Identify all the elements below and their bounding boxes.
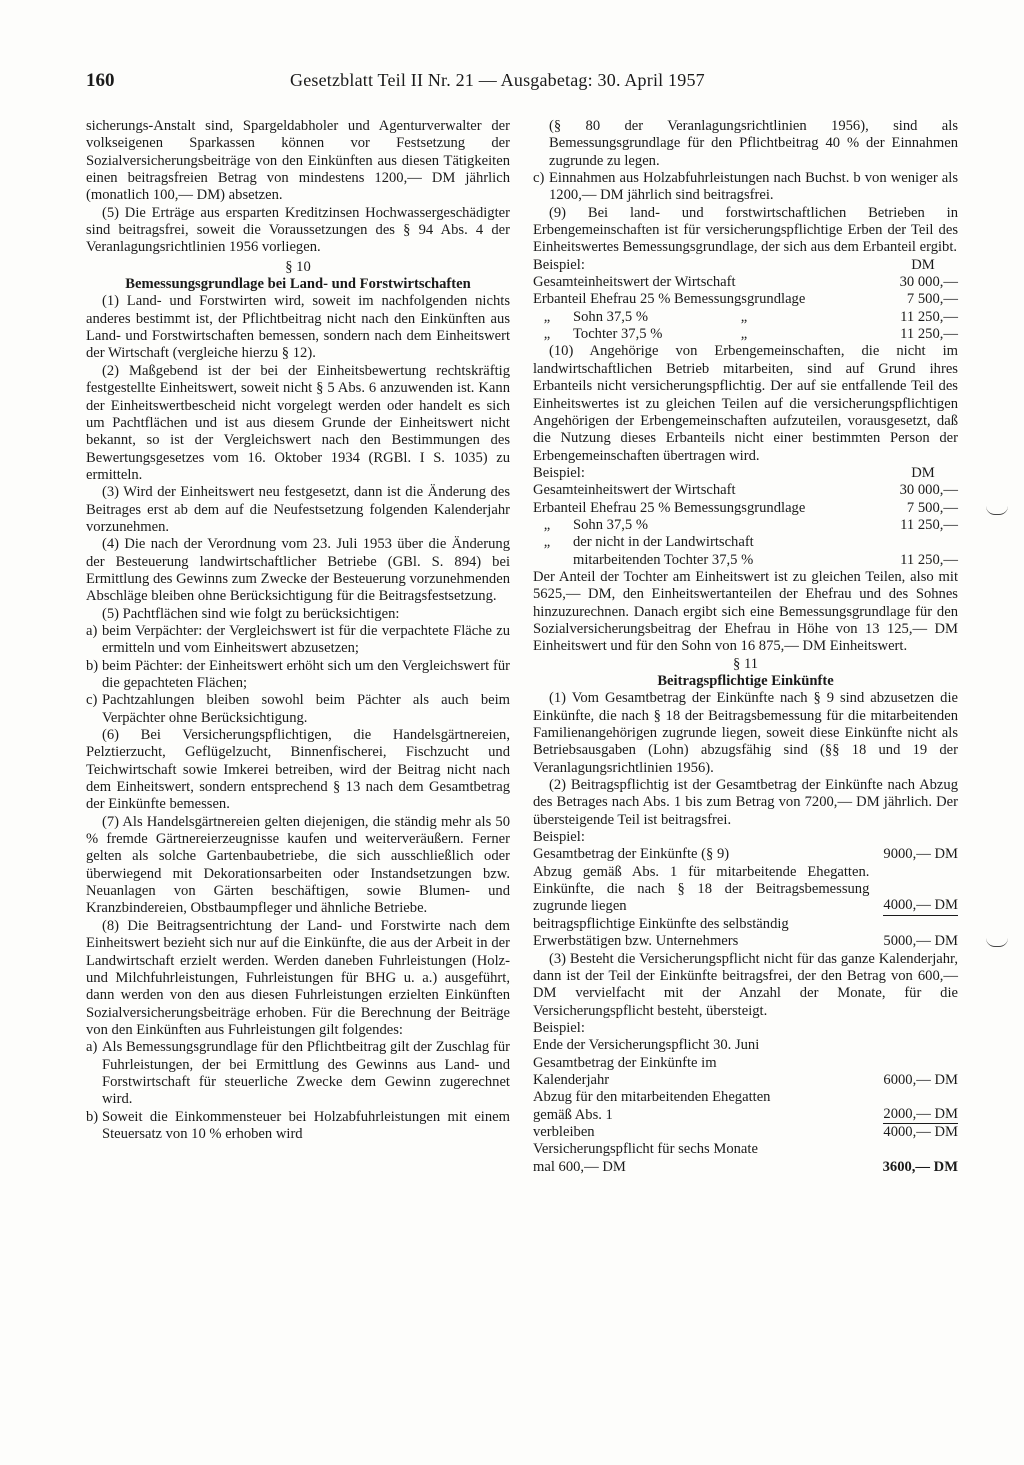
section-11-title: Beitragspflichtige Einkünfte	[657, 673, 834, 689]
ditto-mark: „	[543, 516, 551, 533]
list-marker: c)	[86, 692, 98, 709]
row-value: 6000,— DM	[883, 1071, 958, 1088]
example-table	[533, 465, 958, 569]
row-value: 7 500,—	[906, 499, 958, 516]
list-item	[86, 1109, 510, 1144]
s11-paragraph-2: (2) Beitragspflichtig ist der Gesamtbetrag der Einkünfte nach Abzug des Betrages nach Abs. 1 bis zum Betrag von 7200,— DM jährlich. Der übersteigende Teil ist beitragsfrei.	[533, 777, 958, 828]
row-label: Abzug für den mitarbeitenden Ehegatten gemäß Abs. 1	[533, 1089, 771, 1123]
row-label: Gesamteinheitswert der Wirtschaft	[533, 482, 736, 499]
example-label: Beispiel:	[533, 464, 585, 481]
s10-paragraph-2: (2) Maßgebend ist der bei der Einheitsbewertung rechtskräftig festgestellte Einheitswert, soweit nicht § 5 Abs. 6 anzuwenden ist. Kann der Einheitswertbescheid nicht vorgelegt werden oder handelt es sich um Pachtflächen und ist aus diesem Grunde der Einheitswert nicht bekannt, so ist der Vergleichswert nach den Bestimmungen des Bewertungsgesetzes vom 16. Oktober 1934 (RGBl. I S. 1035) zu ermitteln.	[86, 362, 510, 483]
header-title: Gesetzblatt Teil II Nr. 21 — Ausgabetag: 30. April 1957	[290, 70, 705, 90]
list-marker: c)	[533, 170, 545, 187]
row-value: 7 500,—	[906, 291, 958, 308]
row-value: 9000,— DM	[883, 846, 958, 863]
margin-mark	[986, 938, 1008, 947]
example-label: Beispiel:	[533, 829, 585, 846]
row-value: 2000,— DM	[883, 1106, 958, 1124]
row-label: Erbanteil Ehefrau 25 % Bemessungsgrundlage	[533, 499, 806, 516]
row-value: 11 250,—	[900, 326, 958, 343]
example-row	[533, 291, 958, 308]
example-row	[533, 552, 958, 569]
row-value: 30 000,—	[899, 482, 958, 499]
example-row	[533, 916, 958, 951]
list-marker: b)	[86, 657, 99, 674]
example-row	[533, 517, 958, 534]
row-label: der nicht in der Landwirtschaft	[573, 534, 754, 551]
example-row	[533, 482, 958, 499]
row-value: 5000,— DM	[883, 933, 958, 950]
example-row	[533, 1055, 958, 1090]
row-label: Gesamtbetrag der Einkünfte (§ 9)	[533, 846, 730, 863]
list-item	[86, 623, 510, 658]
example-row	[533, 1089, 958, 1124]
example-table	[533, 257, 958, 344]
list-item-text: Soweit die Einkommensteuer bei Holzabfuhrleistungen mit einem Steuersatz von 10 % erhoben wird	[102, 1108, 510, 1142]
row-label: Abzug gemäß Abs. 1 für mitarbeitende Ehegatten. Einkünfte, die nach § 18 der Beitragsbemessung zugrunde liegen	[533, 863, 870, 915]
example-row	[533, 534, 958, 551]
right-column	[533, 118, 958, 1176]
list-item	[86, 692, 510, 727]
example-header-row	[533, 257, 958, 274]
page-number: 160	[86, 70, 115, 91]
list-marker: a)	[86, 1039, 98, 1056]
row-label: Gesamtbetrag der Einkünfte im Kalenderjahr	[533, 1054, 717, 1088]
list-marker: a)	[86, 622, 98, 639]
example-row	[533, 864, 958, 916]
list-item-text: beim Verpächter: der Vergleichswert ist für die verpachtete Fläche zu ermitteln und vom Einheitswert abzusetzen;	[102, 622, 510, 657]
s10-paragraph-4: (4) Die nach der Verordnung vom 23. Juli 1953 über die Änderung der Besteuerung landwirtschaftlicher Betriebe (GBl. S. 894) bei Ermittlung des Gewinns zum Zwecke der Besteuerung vorzunehmenden Abschläge bleiben ohne Berücksichtigung für die Beitragsfestsetzung.	[86, 536, 510, 605]
paragraph-9: (9) Bei land- und forstwirtschaftlichen Betrieben in Erbengemeinschaften ist für versicherungspflichtige Erben der Teil des Einheitswertes Bemessungsgrundlage, der sich aus dem Erbanteil ergibt.	[533, 204, 958, 256]
example-row	[533, 274, 958, 291]
row-value: 11 250,—	[900, 551, 958, 568]
list-item	[86, 1039, 510, 1108]
list-marker: b)	[86, 1108, 99, 1125]
row-label: Gesamteinheitswert der Wirtschaft	[533, 274, 736, 291]
example-row	[533, 309, 958, 326]
ditto-mark: „	[543, 534, 551, 551]
s10-paragraph-8: (8) Die Beitragsentrichtung der Land- und Forstwirte nach dem Einheitswert bezieht sich nur auf die Einkünfte, die aus der Arbeit in der Landwirtschaft erzielt werden. Werden daneben Fuhrleistungen (Holz- und Milchfuhrleistungen, Fuhrleistungen für BHG u. a.) ausgeführt, dann werden von den aus diesen Fuhrleistungen erzielten Einkünften Sozialversicherungsbeiträge erhoben. Für die Berechnung der Beiträge von den Einkünften aus Fuhrleistungen gilt folgendes:	[86, 917, 510, 1038]
page-header	[86, 70, 956, 100]
s11-paragraph-1: (1) Vom Gesamtbetrag der Einkünfte nach § 9 sind abzusetzen die Einkünfte, die nach § 18 der Beitragsbemessung für die mitarbeitenden Familienangehörigen zugrunde liegen, soweit diese Einkünfte nicht als Betriebsausgaben (Lohn) abzugsfähig sind (§§ 18 und 19 der Veranlagungsrichtlinien 1956).	[533, 690, 958, 776]
unit-label: DM	[911, 464, 935, 481]
s10-paragraph-7: (7) Als Handelsgärtnereien gelten diejenigen, die ständig mehr als 50 % fremde Gärtnereierzeugnisse kaufen und weiterveräußern. Ferner gelten als solche Gartenbaubetriebe, die sich ausschließlich oder überwiegend mit Dekorationsarbeiten oder Instandsetzungen bzw. Neuanlagen von Gärten beschäftigen, sowie Blumen- und Kranzbindereien, Obstbaumpfleger und ähnliche Betriebe.	[86, 813, 510, 917]
list-item-text: Als Bemessungsgrundlage für den Pflichtbeitrag gilt der Zuschlag für Fuhrleistungen, der bei Ermittlung des Gewinns aus Land- und Forstwirtschaft für steuerliche Zwecke dem Gewinn zugerechnet wird.	[102, 1039, 510, 1108]
ditto-mark: „	[740, 308, 748, 325]
list-item-text: Pachtzahlungen bleiben sowohl beim Pächter als auch beim Verpächter ohne Berücksichtigung.	[102, 692, 510, 726]
section-11-number: § 11	[733, 655, 758, 672]
paragraph-b-continued: (§ 80 der Veranlagungsrichtlinien 1956), sind als Bemessungsgrundlage für den Pflichtbeitrag 40 % der Einnahmen zugrunde zu legen.	[549, 118, 958, 169]
row-label: verbleiben	[533, 1123, 595, 1140]
example-row	[533, 500, 958, 517]
example-label: Beispiel:	[533, 256, 585, 273]
row-label: mitarbeitenden Tochter 37,5 %	[573, 551, 754, 568]
example-row	[533, 326, 958, 343]
list-item-text: Einnahmen aus Holzabfuhrleistungen nach Buchst. b von weniger als 1200,— DM jährlich sind beitragsfrei.	[549, 170, 958, 204]
ditto-mark: „	[543, 308, 551, 325]
section-10-number: § 10	[285, 258, 311, 275]
row-label: Tochter 37,5 %	[573, 326, 663, 343]
s10-paragraph-3: (3) Wird der Einheitswert neu festgesetzt, dann ist die Änderung des Beitrages erst ab dem auf die Neufestsetzung folgenden Kalenderjahr vorzunehmen.	[86, 484, 510, 535]
paragraph-10-continued: Der Anteil der Tochter am Einheitswert ist zu gleichen Teilen, also mit 5625,— DM, den Einheitswertanteilen der Ehefrau und des Sohnes hinzuzurechnen. Danach ergibt sich eine Bemessungsgrundlage für den Sozialversicherungsbeitrag der Ehefrau in Höhe von 13 125,— DM Einheitswert und für den Sohn von 16 875,— DM Einheitswert.	[533, 568, 958, 655]
s11-paragraph-3: (3) Besteht die Versicherungspflicht nicht für das ganze Kalenderjahr, dann ist der Teil der Einkünfte beitragsfrei, der den Betrag von 600,— DM vervielfacht mit der Anzahl der Monate, für die Versicherungspflicht besteht, übersteigt.	[533, 950, 958, 1019]
row-label: Sohn 37,5 %	[573, 308, 648, 325]
example-table	[533, 1020, 958, 1176]
paragraph-intro: sicherungs-Anstalt sind, Spargeldabholer und Agenturverwalter der volkseigenen Sparkassen können vor Festsetzung der Sozialversicherungsbeiträge von den Einkünften aus diesen Tätigkeiten einen beitragsfreien Betrag von mindestens 1200,— DM jährlich (monatlich 100,— DM) absetzen.	[86, 118, 510, 204]
s10-paragraph-1: (1) Land- und Forstwirten wird, soweit im nachfolgenden nichts anderes bestimmt ist, der Pflichtbeitrag nicht nach den Einkünften aus Land- und Forstwirtschaften bemessen, sondern nach dem Einheitswert der Wirtschaft (vergleiche hierzu § 12).	[86, 293, 510, 362]
example-table	[533, 829, 958, 950]
row-label: Versicherungspflicht für sechs Monate mal 600,— DM	[533, 1141, 758, 1175]
ditto-mark: „	[543, 326, 551, 343]
example-row	[533, 1141, 958, 1176]
section-10-title: Bemessungsgrundlage bei Land- und Forstwirtschaften	[125, 276, 471, 293]
example-label: Beispiel:	[533, 1019, 585, 1036]
row-label: beitragspflichtige Einkünfte des selbständig Erwerbstätigen bzw. Unternehmers	[533, 915, 789, 950]
list-item	[86, 658, 510, 693]
s10-paragraph-6: (6) Bei Versicherungspflichtigen, die Handelsgärtnereien, Pelztierzucht, Geflügelzucht, Binnenfischerei, Fischzucht und Teichwirtschaft sowie Imkerei betreiben, wird der Beitrag nicht nach dem Einheitswert, sondern entsprechend § 13 nach dem Gesamtbetrag der Einkünfte bemessen.	[86, 727, 510, 813]
row-value: 11 250,—	[900, 308, 958, 325]
row-value-total: 3600,— DM	[882, 1158, 958, 1175]
list-item	[533, 170, 958, 205]
example-row	[533, 1124, 958, 1141]
list-item-text: beim Pächter: der Einheitswert erhöht sich um den Vergleichswert für die gepachteten Flächen;	[102, 657, 510, 691]
row-label: Ende der Versicherungspflicht 30. Juni	[533, 1037, 760, 1054]
unit-label: DM	[911, 256, 935, 273]
left-column	[86, 118, 510, 1143]
paragraph-5: (5) Die Erträge aus ersparten Kreditzinsen Hochwassergeschädigter sind beitragsfrei, soweit die Voraussetzungen des § 94 Abs. 4 der Veranlagungsrichtlinien 1956 vorliegen.	[86, 204, 510, 256]
row-value: 11 250,—	[900, 516, 958, 533]
ditto-mark: „	[740, 326, 748, 343]
example-row	[533, 846, 958, 863]
row-value: 4000,— DM	[883, 897, 958, 915]
row-label: Erbanteil Ehefrau 25 % Bemessungsgrundlage	[533, 291, 806, 308]
paragraph-10: (10) Angehörige von Erbengemeinschaften, die nicht im landwirtschaftlichen Betrieb mitarbeiten, sind auf Grund ihres Erbanteils nicht versicherungspflichtig. Der auf sie entfallende Teil des Einheitswertes ist zu gleichen Teilen auf die versicherungspflichtigen Angehörigen der Erbengemeinschaften aufzuteilen, vorausgesetzt, daß die Nutzung dieses Erbanteils nicht einer bestimmten Person der Erbengemeinschaften übertragen wird.	[533, 343, 958, 464]
example-header-row	[533, 465, 958, 482]
row-value: 4000,— DM	[883, 1123, 958, 1140]
s10-paragraph-5: (5) Pachtflächen sind wie folgt zu berücksichtigen:	[102, 605, 400, 622]
row-value: 30 000,—	[899, 274, 958, 291]
margin-mark	[986, 506, 1008, 515]
row-label: Sohn 37,5 %	[573, 516, 648, 533]
